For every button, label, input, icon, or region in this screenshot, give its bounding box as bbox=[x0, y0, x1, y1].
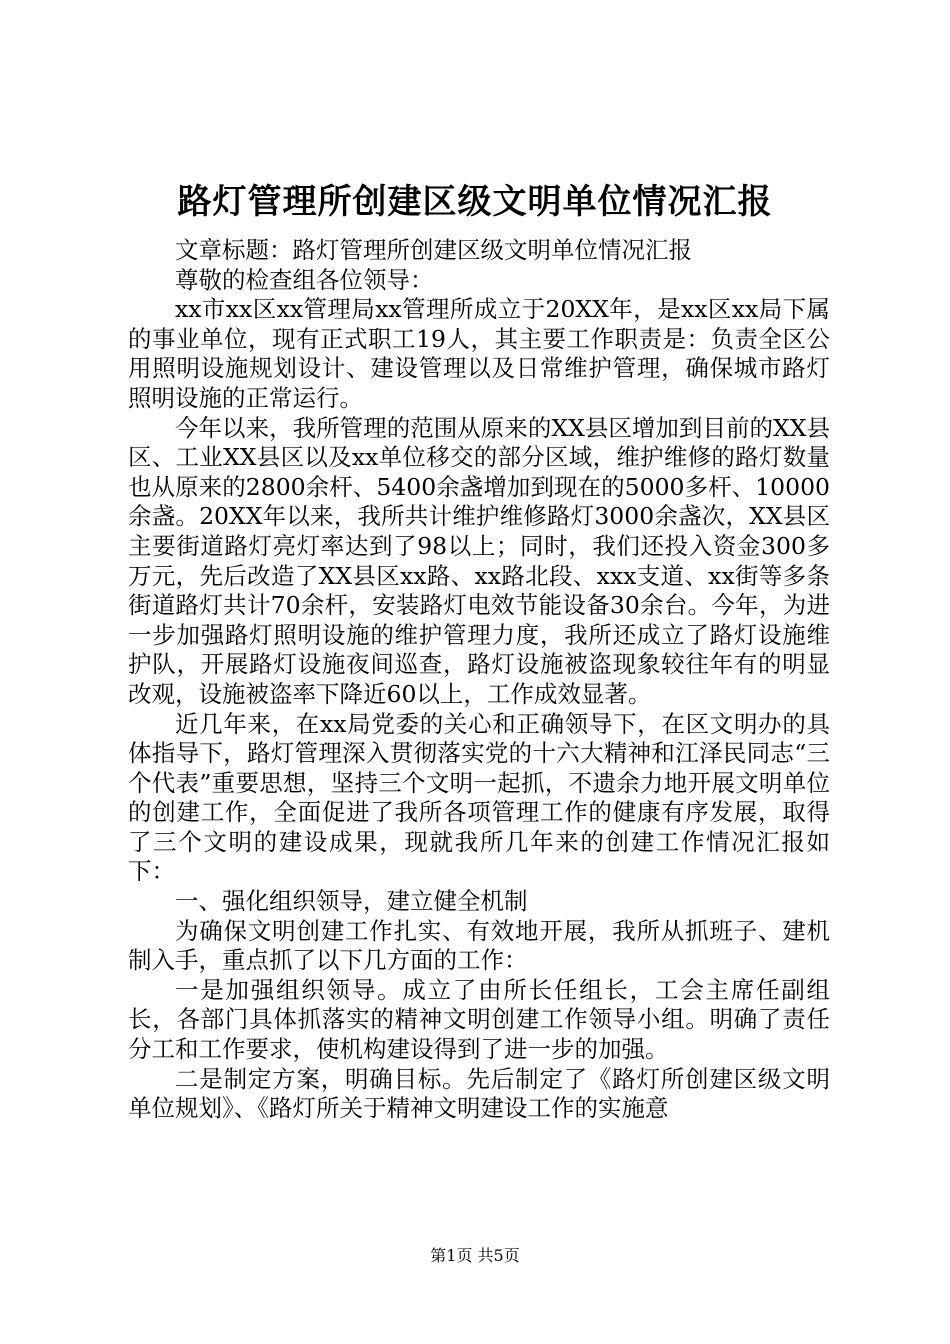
paragraph-salutation: 尊敬的检查组各位领导： bbox=[175, 265, 434, 294]
document-body bbox=[128, 236, 830, 1124]
paragraph: xx市xx区xx管理局xx管理所成立于20XX年，是xx区xx局下属的事业单位，现有正式职工19人，其主要工作职责是：负责全区公用照明设施规划设计、建设管理以及日常维护管理，确保城市路灯照明设施的正常运行。 bbox=[128, 295, 830, 412]
paragraph: 一是加强组织领导。成立了由所长任组长，工会主席任副组长，各部门具体抓落实的精神文明创建工作领导小组。明确了责任分工和工作要求，使机构建设得到了进一步的加强。 bbox=[128, 975, 830, 1064]
page-footer: 第1页 共5页 bbox=[430, 1246, 520, 1265]
paragraph: 今年以来，我所管理的范围从原来的XX县区增加到目前的XX县区、工业XX县区以及xx单位移交的部分区域，维护维修的路灯数量也从原来的2800余杆、5400余盏增加到现在的5000多杆、10000余盏。20XX年以来，我所共计维护维修路灯3000余盏次，XX县区主要街道路灯亮灯率达到了98以上；同时，我们还投入资金300多万元，先后改造了XX县区xx路、xx路北段、xxx支道、xx街等多条街道路灯共计70余杆，安装路灯电效节能设备30余台。今年，为进一步加强路灯照明设施的维护管理力度，我所还成立了路灯设施维护队，开展路灯设施夜间巡查，路灯设施被盗现象较往年有的明显改观，设施被盗率下降近60以上，工作成效显著。 bbox=[128, 413, 830, 708]
paragraph-article-title: 文章标题：路灯管理所创建区级文明单位情况汇报 bbox=[175, 236, 692, 264]
paragraph: 为确保文明创建工作扎实、有效地开展，我所从抓班子、建机制入手，重点抓了以下几方面的工作： bbox=[128, 916, 830, 975]
section-heading: 一、强化组织领导，建立健全机制 bbox=[175, 887, 528, 916]
document-title: 路灯管理所创建区级文明单位情况汇报 bbox=[177, 182, 773, 222]
paragraph: 近几年来，在xx局党委的关心和正确领导下，在区文明办的具体指导下，路灯管理深入贯彻落实党的十六大精神和江泽民同志“三个代表”重要思想，坚持三个文明一起抓，不遗余力地开展文明单位的创建工作，全面促进了我所各项管理工作的健康有序发展，取得了三个文明的建设成果，现就我所几年来的创建工作情况汇报如下： bbox=[128, 709, 830, 886]
paragraph: 二是制定方案，明确目标。先后制定了《路灯所创建区级文明单位规划》、《路灯所关于精神文明建设工作的实施意 bbox=[128, 1064, 830, 1123]
